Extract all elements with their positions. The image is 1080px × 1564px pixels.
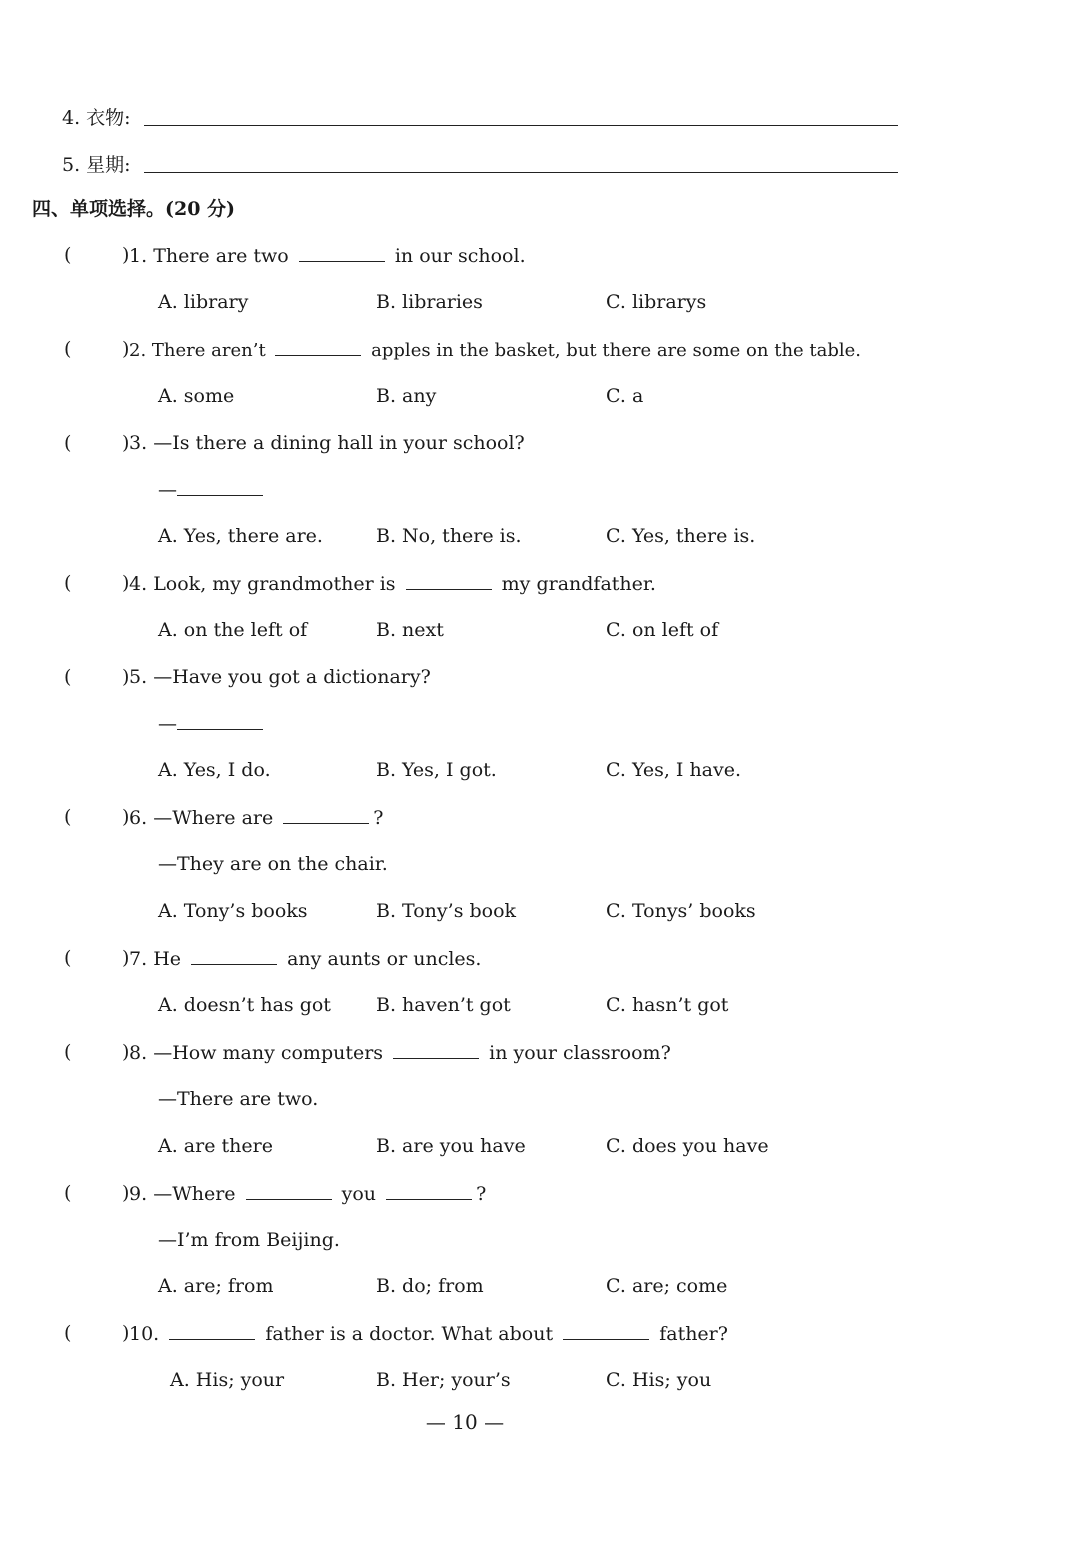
answer-paren-close[interactable]: ) (122, 1182, 130, 1204)
answer-blank[interactable] (275, 337, 361, 356)
answer-paren-open[interactable]: ( (64, 1322, 72, 1344)
question-text: you (341, 1183, 377, 1205)
answer-paren-open[interactable]: ( (64, 244, 72, 266)
dialogue-reply: —I’m from Beijing. (158, 1229, 340, 1251)
question-number: 5. (129, 666, 148, 688)
answer-paren-close[interactable]: ) (122, 947, 130, 969)
question-number: 10. (129, 1323, 160, 1345)
question-number: 7. (129, 948, 148, 970)
question-text: ? (373, 807, 384, 829)
option-a[interactable]: A. library (158, 291, 249, 313)
option-b[interactable]: B. next (376, 619, 444, 641)
question-text: father is a doctor. What about (265, 1323, 554, 1345)
question-number: 9. (129, 1183, 148, 1205)
question-text: —Have you got a dictionary? (153, 666, 431, 688)
option-a[interactable]: A. Tony’s books (158, 900, 308, 922)
option-b[interactable]: B. No, there is. (376, 525, 522, 547)
page-number: — 10 — (425, 1410, 505, 1434)
question-text: Look, my grandmother is (153, 573, 396, 595)
option-b[interactable]: B. Her; your’s (376, 1369, 511, 1391)
answer-paren-close[interactable]: ) (122, 432, 130, 454)
answer-blank[interactable] (386, 1181, 472, 1200)
question-text: in your classroom? (489, 1042, 671, 1064)
answer-paren-close[interactable]: ) (122, 1322, 130, 1344)
fill-item-label: 4. 衣物: (62, 107, 131, 129)
answer-blank[interactable] (169, 1321, 255, 1340)
answer-paren-close[interactable]: ) (122, 338, 130, 360)
dialogue-reply: —They are on the chair. (158, 853, 388, 875)
option-b[interactable]: B. do; from (376, 1275, 484, 1297)
answer-line[interactable] (144, 172, 898, 173)
option-c[interactable]: C. librarys (606, 291, 707, 313)
question-text: There are two (153, 245, 289, 267)
answer-blank[interactable] (393, 1040, 479, 1059)
question-stem (129, 243, 526, 268)
question-stem (129, 1321, 728, 1346)
answer-blank[interactable] (246, 1181, 332, 1200)
answer-dash-line: — (158, 711, 267, 736)
option-c[interactable]: C. His; you (606, 1369, 712, 1391)
fill-item-clothes (62, 103, 898, 127)
question-text: —Where (153, 1183, 236, 1205)
question-text: —Where are (153, 807, 274, 829)
fill-item-weekdays (62, 150, 898, 174)
option-a[interactable]: A. on the left of (158, 619, 308, 641)
answer-dash-line: — (158, 477, 267, 502)
question-number: 8. (129, 1042, 148, 1064)
question-stem (129, 431, 525, 455)
option-c[interactable]: C. Yes, I have. (606, 759, 742, 781)
answer-paren-open[interactable]: ( (64, 947, 72, 969)
section-title: 四、单项选择。(20 分) (32, 198, 236, 220)
question-number: 2. (129, 340, 147, 361)
answer-paren-open[interactable]: ( (64, 1182, 72, 1204)
option-c[interactable]: C. a (606, 385, 644, 407)
answer-paren-close[interactable]: ) (122, 1041, 130, 1063)
option-c[interactable]: C. are; come (606, 1275, 728, 1297)
option-a[interactable]: A. are there (158, 1135, 273, 1157)
question-stem (129, 1181, 486, 1206)
answer-blank[interactable] (177, 477, 263, 496)
option-b[interactable]: B. libraries (376, 291, 483, 313)
answer-paren-close[interactable]: ) (122, 666, 130, 688)
answer-paren-open[interactable]: ( (64, 432, 72, 454)
option-a[interactable]: A. some (158, 385, 235, 407)
answer-paren-close[interactable]: ) (122, 806, 130, 828)
option-b[interactable]: B. Tony’s book (376, 900, 517, 922)
option-a[interactable]: A. His; your (170, 1369, 285, 1391)
question-number: 4. (129, 573, 148, 595)
option-a[interactable]: A. doesn’t has got (158, 994, 331, 1016)
answer-blank[interactable] (177, 711, 263, 730)
option-c[interactable]: C. hasn’t got (606, 994, 729, 1016)
question-number: 6. (129, 807, 148, 829)
answer-paren-open[interactable]: ( (64, 666, 72, 688)
option-c[interactable]: C. Tonys’ books (606, 900, 756, 922)
question-text: apples in the basket, but there are some on the table. (371, 340, 862, 361)
question-stem (129, 946, 481, 971)
question-number: 1. (129, 245, 148, 267)
option-b[interactable]: B. Yes, I got. (376, 759, 497, 781)
option-b[interactable]: B. any (376, 385, 437, 407)
question-number: 3. (129, 432, 148, 454)
question-text: ? (476, 1183, 487, 1205)
question-stem (129, 1040, 671, 1065)
answer-blank[interactable] (283, 805, 369, 824)
answer-blank[interactable] (191, 946, 277, 965)
fill-item-label: 5. 星期: (62, 154, 131, 176)
option-b[interactable]: B. haven’t got (376, 994, 511, 1016)
answer-paren-open[interactable]: ( (64, 572, 72, 594)
answer-paren-close[interactable]: ) (122, 572, 130, 594)
option-a[interactable]: A. are; from (158, 1275, 274, 1297)
answer-paren-close[interactable]: ) (122, 244, 130, 266)
option-a[interactable]: A. Yes, I do. (158, 759, 271, 781)
question-text: my grandfather. (501, 573, 656, 595)
question-stem (129, 805, 383, 830)
answer-blank[interactable] (299, 243, 385, 262)
answer-line[interactable] (144, 125, 898, 126)
answer-blank[interactable] (563, 1321, 649, 1340)
answer-paren-open[interactable]: ( (64, 806, 72, 828)
dialogue-reply: —There are two. (158, 1088, 319, 1110)
question-text: —Is there a dining hall in your school? (153, 432, 525, 454)
option-a[interactable]: A. Yes, there are. (158, 525, 323, 547)
option-b[interactable]: B. are you have (376, 1135, 526, 1157)
option-c[interactable]: C. Yes, there is. (606, 525, 756, 547)
answer-paren-open[interactable]: ( (64, 338, 72, 360)
question-text: He (153, 948, 182, 970)
question-text: —How many computers (153, 1042, 384, 1064)
question-text: There aren’t (151, 340, 266, 361)
question-text: in our school. (394, 245, 526, 267)
option-c[interactable]: C. does you have (606, 1135, 769, 1157)
question-stem (129, 337, 861, 363)
question-text: any aunts or uncles. (287, 948, 482, 970)
question-stem (129, 571, 656, 596)
answer-blank[interactable] (406, 571, 492, 590)
question-stem (129, 665, 431, 689)
question-text: father? (659, 1323, 728, 1345)
answer-paren-open[interactable]: ( (64, 1041, 72, 1063)
option-c[interactable]: C. on left of (606, 619, 719, 641)
